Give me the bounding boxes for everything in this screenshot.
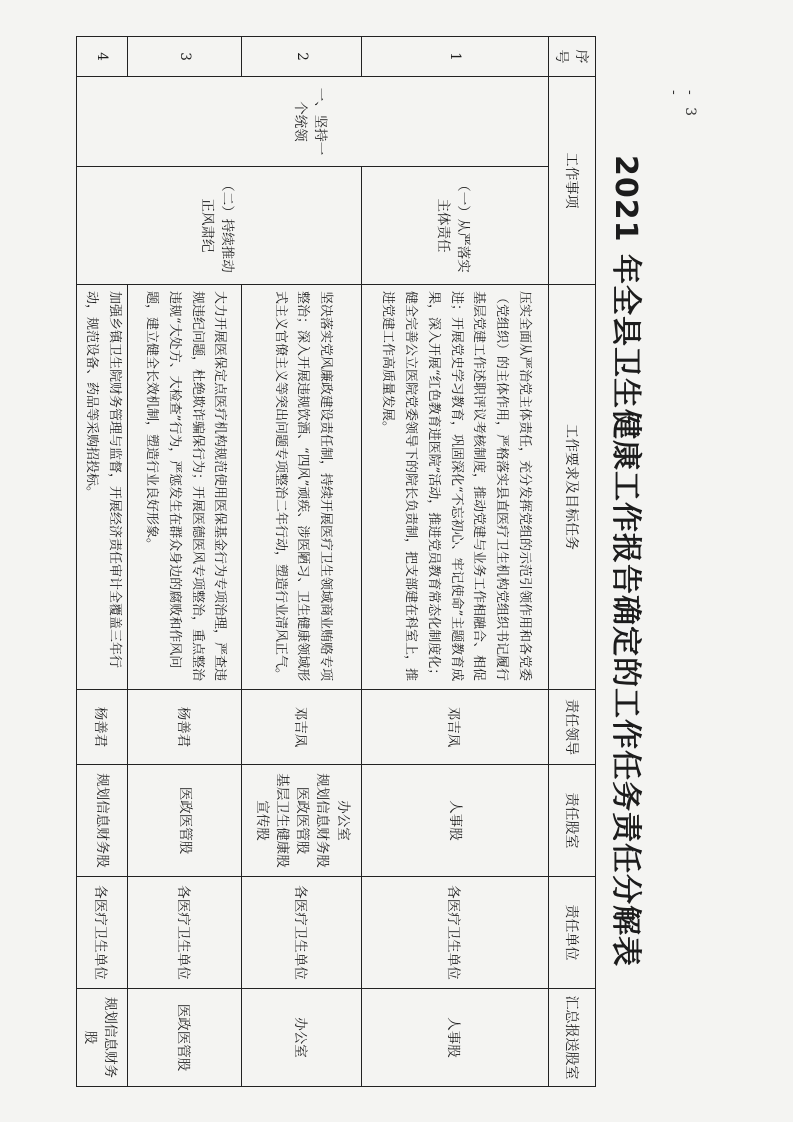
dept-line: 医政医管股	[177, 786, 194, 855]
header-item: 工作事项	[549, 77, 596, 285]
task-responsibility-table	[76, 36, 596, 1087]
row-unit: 各医疗卫生单位	[77, 877, 128, 989]
row-task: 加强乡镇卫生院财务管理与监督，开展经济责任审计全覆盖三年行动，规范设备、药品等采购招投标。	[77, 285, 128, 690]
row-item: （一）从严落实主体责任	[362, 167, 549, 285]
dept-line: 办公室	[334, 800, 351, 841]
header-unit: 责任单位	[549, 877, 596, 989]
row-unit: 各医疗卫生单位	[242, 877, 362, 989]
row-seq: 3	[128, 37, 242, 77]
row-dept	[128, 765, 242, 877]
header-seq: 序号	[549, 37, 596, 77]
dept-line: 规划信息财务股	[314, 773, 331, 868]
header-task: 工作要求及目标任务	[549, 285, 596, 690]
row-leader: 邓吉凤	[362, 690, 549, 765]
row-seq: 2	[242, 37, 362, 77]
row-seq: 1	[362, 37, 549, 77]
row-dept	[362, 765, 549, 877]
header-report: 汇总报送股室	[549, 989, 596, 1087]
dept-line: 宣传股	[253, 800, 270, 841]
row-unit: 各医疗卫生单位	[362, 877, 549, 989]
table-row	[362, 37, 549, 1087]
row-report: 规划信息财务股	[77, 989, 128, 1087]
row-dept	[242, 765, 362, 877]
row-leader: 杨善君	[128, 690, 242, 765]
dept-line: 基层卫生健康股	[273, 773, 290, 868]
page-number: - 3 -	[666, 90, 698, 121]
row-task: 压实全面从严治党主体责任，充分发挥党组的示范引领作用和各党委（党组织）的主体作用，严格落实县直医疗卫生机构党组织书记履行基层党建工作述职评议考核制度，推动党建与业务工作相融合、相促进；开展党史学习教育，巩固深化“不忘初心、牢记使命”主题教育成果，深入开展“红色教育进医院”活动，推进党员教育常态化制度化；健全完善公立医院党委领导下的院长负责制，把支部建在科室上，推进党建工作高质量发展。	[362, 285, 549, 690]
header-leader: 责任领导	[549, 690, 596, 765]
rotated-page-content	[82, 36, 650, 1086]
row-report: 医政医管股	[128, 989, 242, 1087]
row-leader: 邓吉凤	[242, 690, 362, 765]
row-unit: 各医疗卫生单位	[128, 877, 242, 989]
dept-line: 规划信息财务股	[94, 773, 111, 868]
table-header-row	[549, 37, 596, 1087]
row-report: 人事股	[362, 989, 549, 1087]
row-leader: 杨善君	[77, 690, 128, 765]
document-title: 2021 年全县卫生健康工作报告确定的工作任务责任分解表	[608, 155, 643, 967]
row-task: 坚决落实党风廉政建设责任制，持续开展医疗卫生领域商业贿赂专项整治；深入开展违规饮酒、“四风”顽疾、涉医陋习、卫生健康领域形式主义官僚主义等突出问题专项整治二年行动，塑造行业清风正气。	[242, 285, 362, 690]
dept-line: 医政医管股	[294, 786, 311, 855]
group-label: 一、坚持一个统领	[77, 77, 549, 167]
row-item: （二）持续推动正风肃纪	[77, 167, 362, 285]
row-dept	[77, 765, 128, 877]
row-seq: 4	[77, 37, 128, 77]
table-row	[242, 37, 362, 1087]
dept-line: 人事股	[447, 800, 464, 841]
header-dept: 责任股室	[549, 765, 596, 877]
row-report: 办公室	[242, 989, 362, 1087]
row-task: 大力开展医保定点医疗机构规范使用医保基金行为专项治理，严查违规违纪问题，杜绝欺诈骗保行为；开展医德医风专项整治，重点整治违规“大处方、大检查”行为，严惩发生在群众身边的腐败和作风问题，建立健全长效机制，塑造行业良好形象。	[128, 285, 242, 690]
